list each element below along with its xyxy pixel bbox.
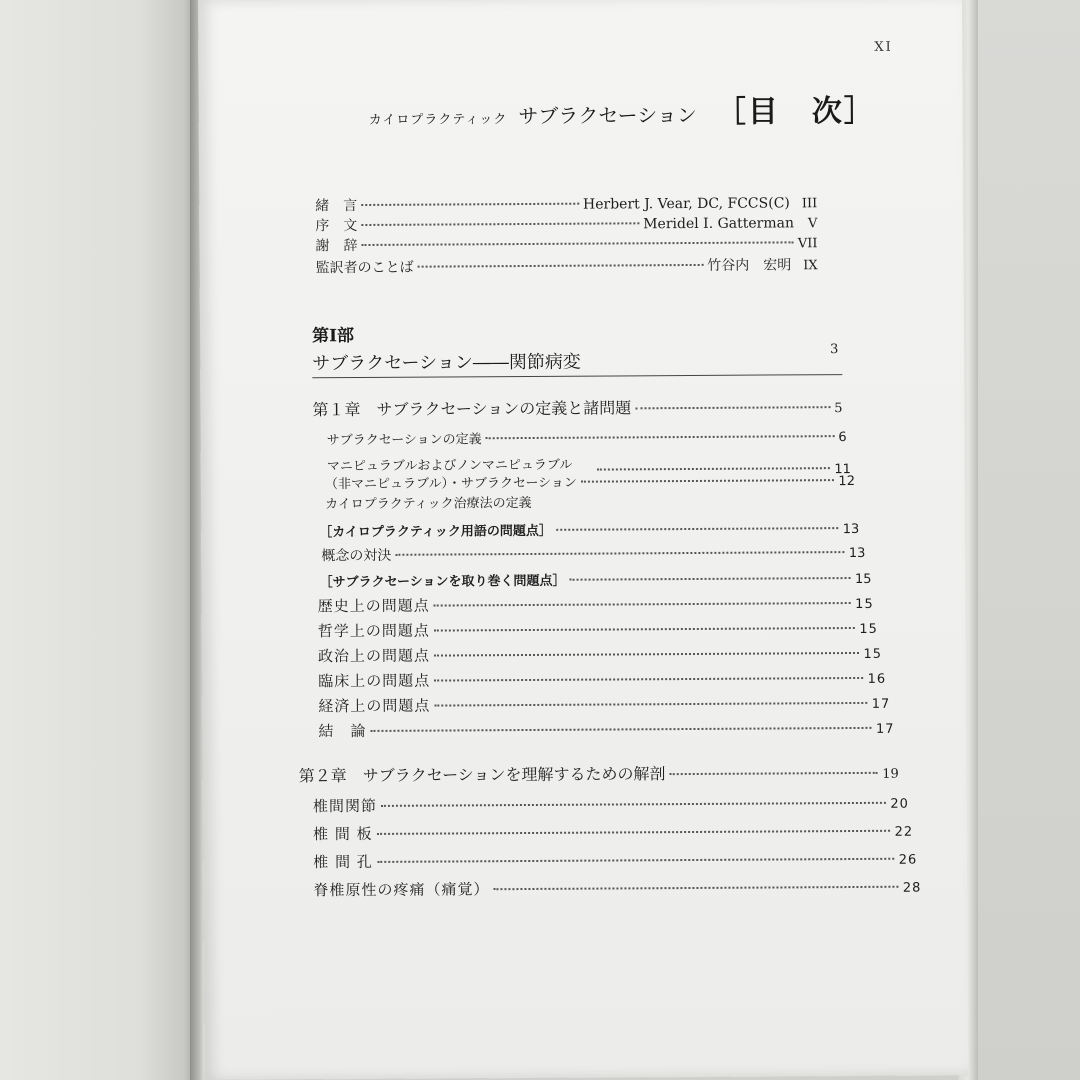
section-entry[interactable]: [325, 491, 625, 512]
toc-page: [198, 0, 969, 1080]
entry-author: Herbert J. Vear, DC, FCCS(C): [582, 195, 790, 213]
issue-page: 16: [867, 671, 887, 687]
chapter-page: 19: [882, 766, 899, 782]
section-entry[interactable]: [327, 426, 847, 448]
entry-label: 緒 言: [315, 198, 358, 215]
issue-title: 経済上の問題点: [318, 696, 431, 716]
leader-dots: [669, 772, 878, 775]
entry-label: 序 文: [315, 218, 358, 235]
title-prefix: カイロプラクティック: [368, 112, 508, 128]
chapter-entry[interactable]: [312, 394, 842, 420]
leader-dots: [377, 858, 895, 863]
anatomy-entry[interactable]: [313, 820, 913, 845]
anatomy-entry[interactable]: [313, 848, 917, 873]
anatomy-page: 22: [894, 824, 914, 840]
section-entry[interactable]: [321, 542, 865, 565]
section-page: 12: [838, 473, 855, 490]
leader-dots: [434, 602, 851, 607]
section-title: マニピュラブルおよびノンマニピュラブル: [326, 457, 573, 475]
title-main: サブラクセーション: [518, 102, 697, 129]
leader-dots: [361, 222, 639, 226]
part-label: 第Ⅰ部: [311, 326, 355, 347]
leader-dots: [381, 802, 886, 807]
entry-label: 謝 辞: [315, 238, 358, 255]
entry-author: 竹谷内 宏明: [707, 257, 792, 274]
anatomy-page: 26: [898, 852, 918, 868]
leader-dots: [370, 727, 871, 732]
anatomy-title: 椎間関節: [312, 796, 377, 816]
chapter-title: 第１章 サブラクセーションの定義と諸問題: [312, 398, 632, 420]
subheading-entry[interactable]: [319, 568, 871, 590]
subheading-page: 13: [842, 521, 860, 538]
entry-author: Meridel I. Gatterman: [643, 215, 795, 233]
section-entry[interactable]: [325, 470, 855, 492]
chapter-page: 5: [834, 401, 843, 417]
anatomy-title: 椎 間 孔: [313, 852, 373, 872]
part-title[interactable]: サブラクセーション――関節病変: [312, 351, 581, 375]
subheading-title: ［サブラクセーションを取り巻く問題点］: [319, 573, 566, 591]
issue-entry[interactable]: [318, 717, 894, 742]
leader-dots: [377, 830, 891, 835]
issue-page: 15: [859, 621, 878, 637]
leader-dots: [434, 702, 867, 707]
leader-dots: [486, 435, 835, 439]
title-toc: ［目 次］: [715, 93, 876, 130]
issue-title: 臨床上の問題点: [318, 671, 431, 691]
issue-title: 結 論: [318, 721, 367, 741]
background: [975, 0, 1080, 1080]
section-title: （非マニピュラブル）・サブラクセーション: [324, 475, 577, 493]
issue-title: 哲学上の問題点: [317, 621, 430, 641]
entry-label: 監訳者のことば: [315, 259, 414, 277]
leader-dots: [361, 203, 579, 206]
entry-page: V: [807, 216, 818, 232]
issue-page: 17: [871, 696, 891, 712]
subheading-entry[interactable]: [319, 518, 859, 540]
entry-page: IX: [803, 258, 818, 274]
leader-dots: [556, 527, 839, 531]
entry-page: III: [801, 196, 818, 212]
leader-dots: [570, 577, 851, 581]
leader-dots: [434, 677, 863, 682]
issue-entry[interactable]: [318, 642, 882, 666]
issue-entry[interactable]: [318, 617, 878, 641]
section-title: 概念の対決: [321, 547, 392, 565]
issue-entry[interactable]: [318, 592, 874, 616]
issue-page: 15: [855, 596, 874, 612]
section-title: サブラクセーションの定義: [326, 432, 482, 449]
anatomy-entry[interactable]: [313, 792, 909, 817]
section-page: 6: [838, 430, 847, 446]
issue-entry[interactable]: [318, 692, 890, 716]
issue-page: 15: [863, 646, 883, 662]
section-page: 13: [848, 545, 866, 562]
leader-dots: [361, 241, 793, 246]
front-matter-entry[interactable]: [315, 232, 817, 255]
issue-title: 政治上の問題点: [317, 646, 431, 666]
section-title: カイロプラクティック治療法の定義: [325, 495, 532, 513]
leader-dots: [581, 479, 835, 483]
leader-dots: [434, 652, 859, 657]
anatomy-page: 20: [890, 796, 909, 812]
left-page: [0, 0, 200, 1080]
subheading-title: ［カイロプラクティック用語の問題点］: [319, 523, 552, 541]
leader-dots: [493, 886, 898, 890]
entry-page: VII: [797, 236, 818, 252]
leader-dots: [418, 264, 704, 268]
issue-page: 17: [875, 721, 895, 737]
anatomy-title: 脊椎原性の疼痛（痛覚）: [313, 880, 490, 900]
issue-title: 歴史上の問題点: [317, 596, 430, 616]
anatomy-page: 28: [902, 880, 922, 896]
leader-dots: [434, 627, 855, 632]
toc-title: [369, 86, 876, 133]
front-matter-entry[interactable]: [316, 254, 818, 277]
chapter-title: 第２章 サブラクセーションを理解するための解剖: [298, 764, 666, 786]
part-page: 3: [830, 342, 839, 358]
leader-dots: [635, 406, 830, 409]
section-page: 11: [834, 462, 851, 478]
anatomy-entry[interactable]: [313, 876, 921, 901]
issue-entry[interactable]: [318, 667, 886, 691]
leader-dots: [395, 551, 844, 556]
subheading-page: 15: [854, 571, 872, 587]
chapter-entry[interactable]: [299, 760, 899, 787]
page-folio: XI: [874, 39, 893, 55]
anatomy-title: 椎 間 板: [313, 824, 373, 844]
